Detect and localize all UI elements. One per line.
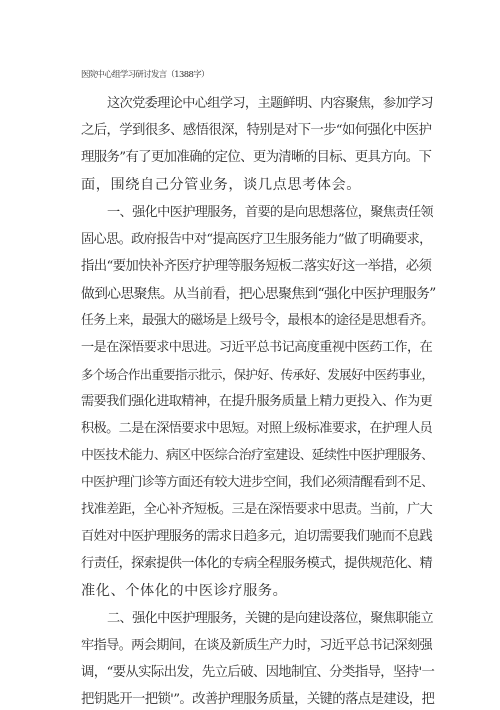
paragraph-line: 找准差距，全心补齐短板。三是在深悟要求中思责。当前，广大 xyxy=(81,502,433,517)
paragraph-line: 固心思。政府报告中对“提高医疗卫生服务能力”做了明确要求， xyxy=(81,232,432,247)
paragraph-line: 准化、个体化的中医诊疗服务。 xyxy=(81,583,288,599)
paragraph-line: 行责任，探索提供一体化的专病全程服务模式，提供规范化、精 xyxy=(81,556,433,571)
paragraph-line: 这次党委理论中心组学习，主题鲜明、内容聚焦，参加学习 xyxy=(107,96,433,111)
paragraph-line: 一是在深悟要求中思进。习近平总书记高度重视中医药工作，在 xyxy=(81,340,433,355)
paragraph-line: 任务上来，最强大的磁场是上级号令，最根本的途径是思想看齐。 xyxy=(81,313,434,328)
paragraph-line: 积极。二是在深悟要求中思短。对照上级标准要求，在护理人员 xyxy=(81,421,433,436)
paragraph-line: 之后，学到很多、感悟很深，特别是对下一步“如何强化中医护 xyxy=(81,123,432,138)
paragraph-line: 指出“要加快补齐医疗护理等服务短板二落实好这一举措，必须 xyxy=(81,259,432,274)
paragraph-line: 理服务”有了更加准确的定位、更为清晰的目标、更具方向。下 xyxy=(81,150,432,165)
document-title: 医院中心组学习研讨发言（1388字） xyxy=(81,69,209,79)
paragraph-line: 调，“要从实际出发，先立后破、因地制宜、分类指导，坚持'一 xyxy=(81,665,435,680)
paragraph-line: 需要我们强化进取精神，在提升服务质量上精力更投入、作为更 xyxy=(81,394,433,409)
paragraph-line: 牢指导。两会期间，在谈及新质生产力时，习近平总书记深刻强 xyxy=(81,638,433,653)
paragraph-line: 百姓对中医护理服务的需求日趋多元，迫切需要我们驰而不息践 xyxy=(81,529,433,544)
paragraph-line: 面，围绕自己分管业务，谈几点思考体会。 xyxy=(81,177,362,193)
paragraph-line: 做到心思聚焦。从当前看，把心思聚焦到“强化中医护理服务” xyxy=(81,286,436,302)
paragraph-line: 二、强化中医护理服务，关键的是向建设落位，聚焦职能立 xyxy=(107,611,433,626)
paragraph-line: 多个场合作出重要指示批示，保护好、传承好、发展好中医药事业， xyxy=(81,367,434,382)
paragraph-line: 把钥匙开一把锁'”。改善护理服务质量，关键的落点是建设，把 xyxy=(81,692,435,707)
paragraph-line: 中医技术能力、病区中医综合治疗室建设、延续性中医护理服务、 xyxy=(81,448,434,463)
paragraph-line: 中医护理门诊等方面还有较大进步空间，我们必须清醒看到不足、 xyxy=(81,475,434,490)
paragraph-line: 一、强化中医护理服务，首要的是向思想落位，聚焦责任领 xyxy=(107,205,433,220)
